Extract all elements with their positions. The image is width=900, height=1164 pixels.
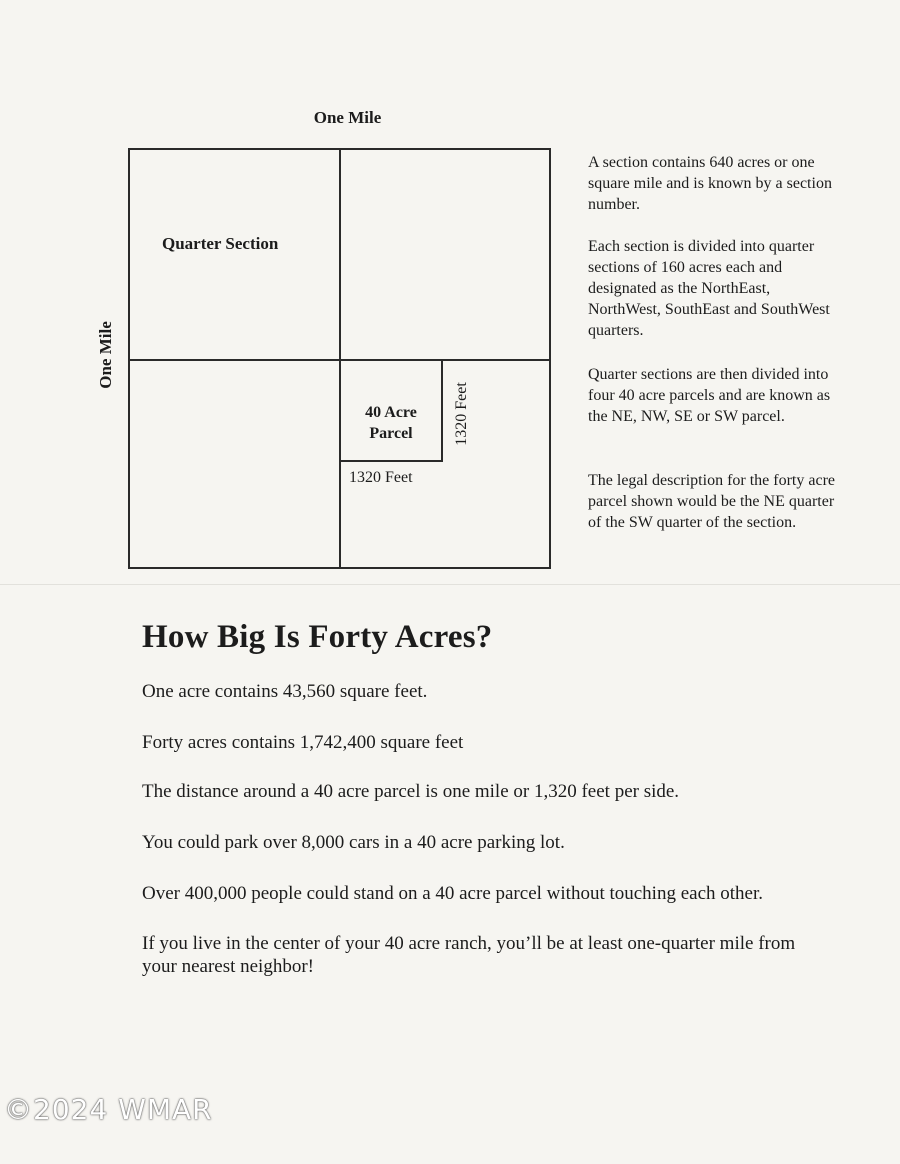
diagram-top-label: One Mile	[313, 108, 382, 127]
quarter-section-nw	[128, 148, 341, 361]
copyright-watermark: ©2024 WMAR	[4, 1093, 213, 1126]
parcel-label-line1: 40 Acre	[365, 404, 417, 421]
parcel-label	[342, 402, 440, 444]
fact-neighbor: If you live in the center of your 40 acre ranch, you’ll be at least one-quarter mile from your nearest neighbor!	[142, 933, 796, 977]
paper-fold-line	[0, 584, 900, 585]
quarter-section-sw	[128, 359, 341, 569]
diagram-left-label: One Mile	[96, 321, 115, 389]
fact-forty-acres: Forty acres contains 1,742,400 square feet	[142, 732, 464, 753]
parcel-height-label: 1320 Feet	[453, 382, 470, 446]
side-note-parcels: Quarter sections are then divided into four 40 acre parcels and are known as the NE, NW, SE or SW parcel.	[588, 366, 831, 425]
page-title: How Big Is Forty Acres?	[142, 619, 493, 655]
parcel-label-line2: Parcel	[369, 425, 413, 442]
side-note-legal-description: The legal description for the forty acre parcel shown would be the NE quarter of the SW quarter of the section.	[588, 472, 835, 531]
fact-parking: You could park over 8,000 cars in a 40 acre parking lot.	[142, 832, 565, 853]
quarter-section-label: Quarter Section	[162, 234, 279, 253]
fact-people: Over 400,000 people could stand on a 40 acre parcel without touching each other.	[142, 883, 763, 904]
fact-one-acre: One acre contains 43,560 square feet.	[142, 681, 428, 702]
parcel-width-label: 1320 Feet	[349, 469, 413, 486]
side-note-quarters: Each section is divided into quarter sections of 160 acres each and designated as the NorthEast, NorthWest, SouthEast and SouthWest quarters.	[588, 238, 830, 339]
side-note-section: A section contains 640 acres or one square mile and is known by a section number.	[588, 154, 832, 213]
fact-distance-around: The distance around a 40 acre parcel is one mile or 1,320 feet per side.	[142, 781, 680, 802]
quarter-section-ne	[339, 148, 551, 361]
